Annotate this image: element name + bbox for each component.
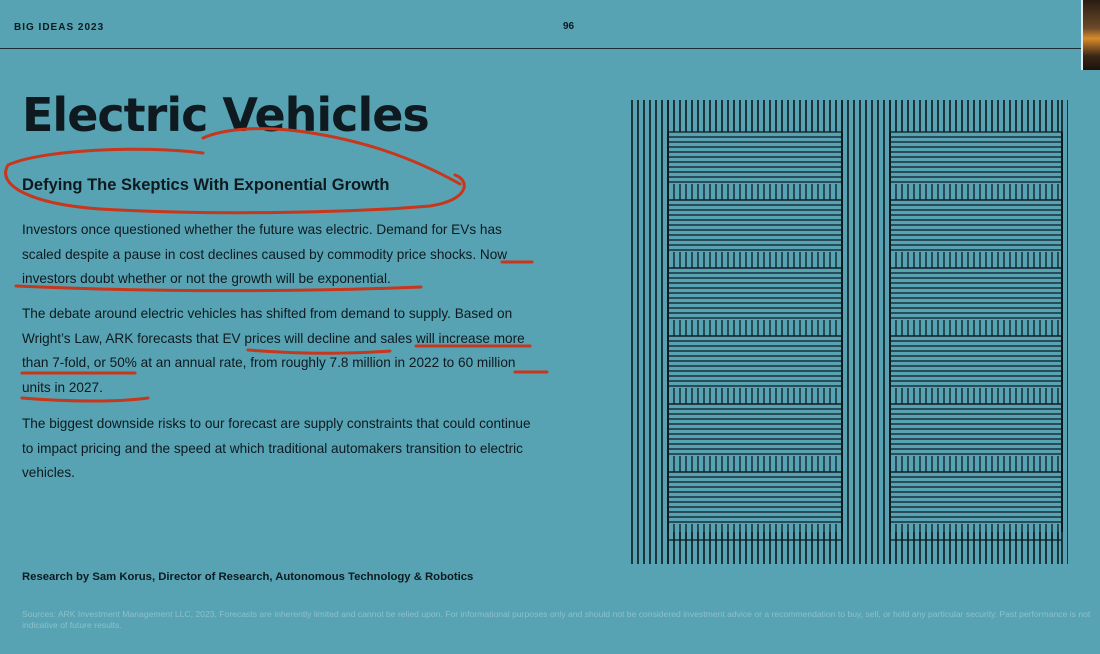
research-credit: Research by Sam Korus, Director of Research, Autonomous Technology & Robotics xyxy=(22,571,474,583)
page-title: Electric Vehicles xyxy=(22,88,429,142)
underline-million-units xyxy=(22,398,148,401)
underline-ev-prices xyxy=(248,350,390,353)
subtitle-ellipse-mark xyxy=(6,149,465,212)
page-number: 96 xyxy=(563,21,575,32)
title-underline-mark xyxy=(203,129,460,184)
battery-cells-line-pattern xyxy=(628,100,1068,564)
paragraph-forecast: The debate around electric vehicles has shifted from demand to supply. Based on Wright’s Law, ARK forecasts that EV prices will decline and sales will increase more than 7-fold, or 50% at an annual rate, from roughly 7.8 million in 2022 to 60 million units in 2027. xyxy=(22,306,525,395)
section-label: BIG IDEAS 2023 xyxy=(14,22,105,33)
sources-footnote: Sources: ARK Investment Management LLC, 2023. Forecasts are inherently limited and cannot be relied upon. For informational purposes only and should not be considered investment advice or a recommendation to buy, sell, or hold any particular security. Past performance is not indicative of future results. xyxy=(22,609,1091,630)
paragraph-risks: The biggest downside risks to our forecast are supply constraints that could continue to impact pricing and the speed at which traditional automakers transition to electric vehicles. xyxy=(22,416,531,480)
underline-investors-doubt xyxy=(16,286,421,291)
page-subtitle: Defying The Skeptics With Exponential Growth xyxy=(22,176,390,194)
paragraph-intro: Investors once questioned whether the future was electric. Demand for EVs has scaled despite a pause in cost declines caused by commodity price shocks. Now investors doubt whether or not the growth will be exponential. xyxy=(22,222,508,286)
